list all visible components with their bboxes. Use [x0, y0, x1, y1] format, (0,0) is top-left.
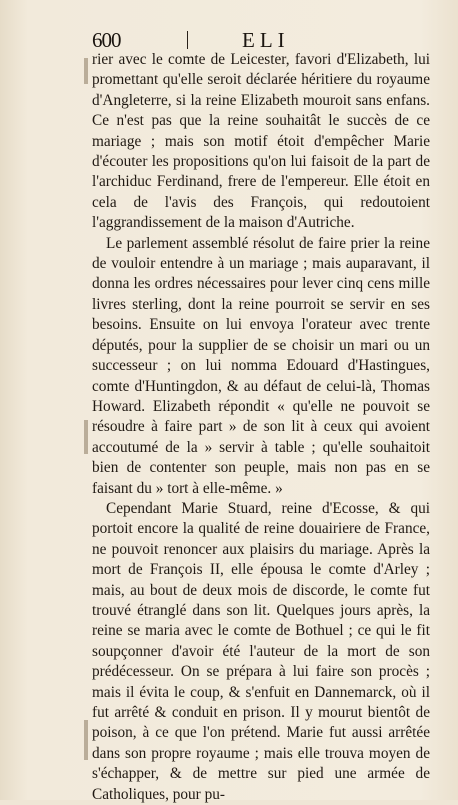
header-rule-mark [187, 31, 188, 49]
page-number: 600 [92, 28, 121, 52]
paragraph-continuation: rier avec le comte de Leicester, favori d'Elizabeth, lui promettant qu'elle seroit déclarée héritiere du royaume d'Angleterre, si la reine Elizabeth mouroit sans enfans. Ce n'est pas que la reine souhaitât le succès de ce mariage ; mais son motif étoit d'empêcher Marie d'écouter les propositions qu'on lui faisoit de la part de l'archiduc Ferdinand, frere de l'empereur. Elle étoit en cela de l'avis des François, qui redoutoient l'aggrandissement de la maison d'Autriche. [92, 51, 430, 232]
margin-ink-mark [84, 420, 88, 454]
margin-ink-mark [84, 720, 88, 760]
paragraph-parlement: Le parlement assemblé résolut de faire prier la reine de vouloir entendre à un mariage ; mais auparavant, il donna les ordres nécessaires pour lever cinq cens mille livres sterling, dont la reine pourroit se servir en ses besoins. Ensuite on lui envoya l'orateur avec trente députés, pour la supplier de se choisir un mari ou un successeur ; on lui nomma Edouard d'Hastingues, comte d'Huntingdon, & au défaut de celui-là, Thomas Howard. Elizabeth répondit « qu'elle ne pouvoit se résoudre à faire part » de son lit à ceux qui avoient accoutumé de la » servir à table ; qu'elle souhaitoit bien de contenter son peuple, mais non pas en se faisant du » tort à elle-même. » [92, 234, 430, 497]
body-text [92, 50, 430, 805]
paragraph-marie-stuard: Cependant Marie Stuard, reine d'Ecosse, & qui portoit encore la qualité de reine douairiere de France, ne pouvoit renoncer aux plaisirs du mariage. Après la mort de François II, elle épousa le comte d'Arley ; mais, au bout de deux mois de discorde, le comte fut trouvé étranglé dans son lit. Quelques jours après, la reine se maria avec le comte de Bothuel ; ce qui le fit soupçonner d'avoir été l'auteur de la mort de son prédécesseur. On se prépara à lui faire son procès ; mais il évita le coup, & s'enfuit en Dannemarck, où il fut arrêté & conduit en prison. Il y mourut bientôt de poison, à ce que l'on prétend. Marie fut aussi arrêtée dans son propre royaume ; mais elle trouva moyen de s'échapper, & de mettre sur pied une armée de Catholiques, pour pu- [92, 499, 430, 803]
running-head: ELI [242, 28, 290, 52]
page-header [92, 28, 432, 52]
margin-ink-mark [84, 58, 88, 84]
